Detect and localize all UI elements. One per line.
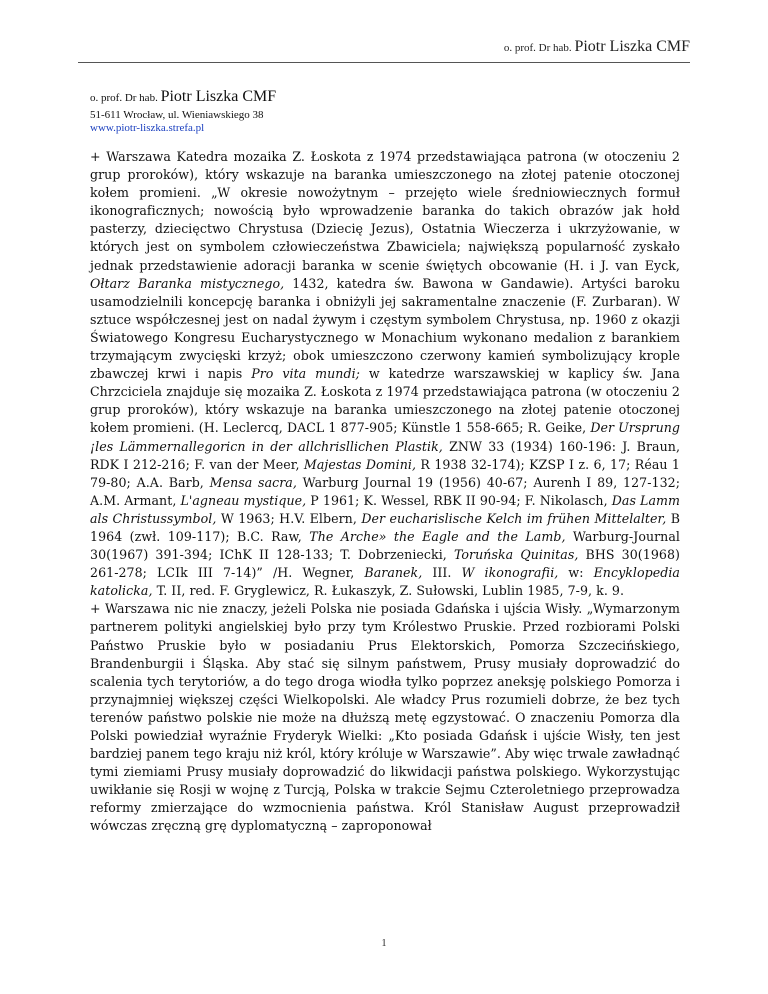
author-title-line [90, 88, 276, 106]
italic-title: W ikonografii, [461, 565, 559, 581]
italic-title: Mensa sacra, [209, 474, 297, 490]
text-run: Warburg Journal 19 (1956) 40-67; Aurenh I 89, 127-132; A.M. Armant, [90, 474, 680, 508]
author-name: Piotr Liszka CMF [160, 88, 277, 105]
text-run: Warburg-Journal 30(1967) 391-394; IChK II 128-133; T. Dobrzeniecki, [90, 528, 680, 563]
text-run: T. II, red. F. Gryglewicz, R. Łukaszyk, Z. Sułowski, Lublin 1985, 7-9, k. 9. [152, 583, 625, 599]
author-address: 51-611 Wrocław, ul. Wieniawskiego 38 [90, 109, 264, 121]
text-run: R 1938 32-174); KZSP I z. 6, 17; Réau 1 79-80; A.A. Barb, [90, 456, 680, 490]
italic-title: Baranek, [364, 565, 423, 581]
text-run: 1432, katedra św. Bawona w Gandawie). Artyści baroku usamodzielnili koncepcję baranka i obniżyli jej sakramentalne znaczenie (F. Zurbaran). W sztuce współczesnej jest on nadal żywym i częstym symbolem Chrystusa, np. 1960 z okazji Światowego Kongresu Eucharystycznego w Monachium wykonano medalion z barankiem trzymającym zwycięski krzyż; obok umieszczono czerwony kamień symbolizujący krople zbawczej krwi i napis [90, 275, 681, 382]
italic-title: Toruńska Quinitas, [453, 547, 579, 563]
italic-title: Das Lamm als Christussymbol, [90, 492, 680, 526]
italic-title: Ołtarz Baranka mistycznego, [90, 275, 285, 291]
author-block [90, 88, 276, 134]
text-run: w katedrze warszawskiej w kaplicy św. Jana Chrzciciela znajduje się mozaika Z. Łoskota z 1974 przedstawiająca patrona (w otoczeniu 2 grup proroków), który wskazuje na baranka umieszczonego na złotej patenie otoczonej kołem promieni. (H. Leclercq, DACL 1 877-905; Künstle 1 558-665; R. Geike, [90, 366, 680, 436]
author-website-link[interactable]: www.piotr-liszka.strefa.pl [90, 122, 205, 134]
text-run: P 1961; K. Wessel, RBK II 90-94; F. Nikolasch, [306, 492, 612, 508]
text-run: BHS 30(1968) 261-278; LCIk III 7-14)” /H. Wegner, [90, 547, 680, 581]
italic-title: The Arche» the Eagle and the Lamb, [309, 528, 566, 544]
header-rule [78, 62, 690, 63]
paragraph [90, 148, 680, 600]
author-prefix: o. prof. Dr hab. [90, 92, 158, 104]
text-run: + Warszawa nic nie znaczy, jeżeli Polska nie posiada Gdańska i ujścia Wisły. „Wymarzonym partnerem polityki angielskiej było przy tym Królestwo Pruskie. Przed rozbiorami Polski Państwo Pruskie było w posiadaniu Prus Elektorskich, Pomorza Szczecińskiego, Brandenburgii i Śląska. Aby stać się silnym państwem, Prusy musiały doprowadzić do scalenia tych terytoriów, a do tego droga wiodła tylko poprzez aneksję polskiego Pomorza i przynajmniej większej części Wielkopolski. Ale władcy Prus rozumieli dobrze, że bez tych terenów państwo polskie nie może na dłuższą metę egzystować. O znaczeniu Pomorza dla Polski powiedział wyraźnie Fryderyk Wielki: „Kto posiada Gdańsk i ujście Wisły, ten jest bardziej panem tego kraju niż król, który króluje w Warszawie”. Aby więc trwale zawładnąć tymi ziemiami Prusy musiały doprowadzić do likwidacji państwa polskiego. Wykorzystując uwikłanie się Rosji w wojnę z Turcją, Polska w trakcie Sejmu Czteroletniego przeprowadza reformy zmierzające do wzmocnienia państwa. Król Stanisław August przeprowadził wówczas zręczną grę dyplomatyczną – zaproponował [90, 601, 680, 834]
italic-title: L'agneau mystique, [180, 492, 307, 508]
running-header [504, 38, 690, 56]
text-run: w: [558, 565, 594, 581]
text-run: III. [422, 565, 462, 581]
header-prefix: o. prof. Dr hab. [503, 42, 572, 54]
text-run: W 1963; H.V. Elbern, [216, 510, 362, 526]
paragraph [90, 600, 680, 835]
header-name: Piotr Liszka CMF [574, 38, 690, 55]
italic-title: Majestas Domini, [303, 456, 417, 472]
text-run: ZNW 33 (1934) 160-196: J. Braun, RDK I 212-216; F. van der Meer, [90, 438, 680, 472]
italic-title: Der eucharislische Kelch im frühen Mittelalter, [361, 510, 667, 526]
italic-title: Der Ursprung ¡les Lämmernallegoricn in der allchrisllichen Plastik, [90, 420, 680, 454]
body-text [90, 148, 680, 836]
page-number: 1 [381, 938, 387, 949]
italic-title: Pro vita mundi; [251, 366, 360, 382]
text-run: B 1964 (zwł. 109-117); B.C. Raw, [90, 510, 681, 544]
text-run: + Warszawa Katedra mozaika Z. Łoskota z 1974 przedstawiająca patrona (w otoczeniu 2 grup proroków), który wskazuje na baranka umieszczonego na złotej patenie otoczonej kołem promieni. „W okresie nowożytnym – przejęto wiele średniowiecznych formuł ikonograficznych; nowością było wprowadzenie baranka do takich obrazów jak hołd pasterzy, dziecięctwo Chrystusa (Dziecię Jezus), Ostatnia Wieczerza i ukrzyżowanie, w których jest on symbolem człowieczeństwa Zbawiciela; największą popularność zyskało jednak przedstawienie adoracji baranka w scenie świętych obcowanie (H. i J. van Eyck, [90, 149, 680, 273]
italic-title: Encyklopedia katolicka, [90, 565, 680, 599]
